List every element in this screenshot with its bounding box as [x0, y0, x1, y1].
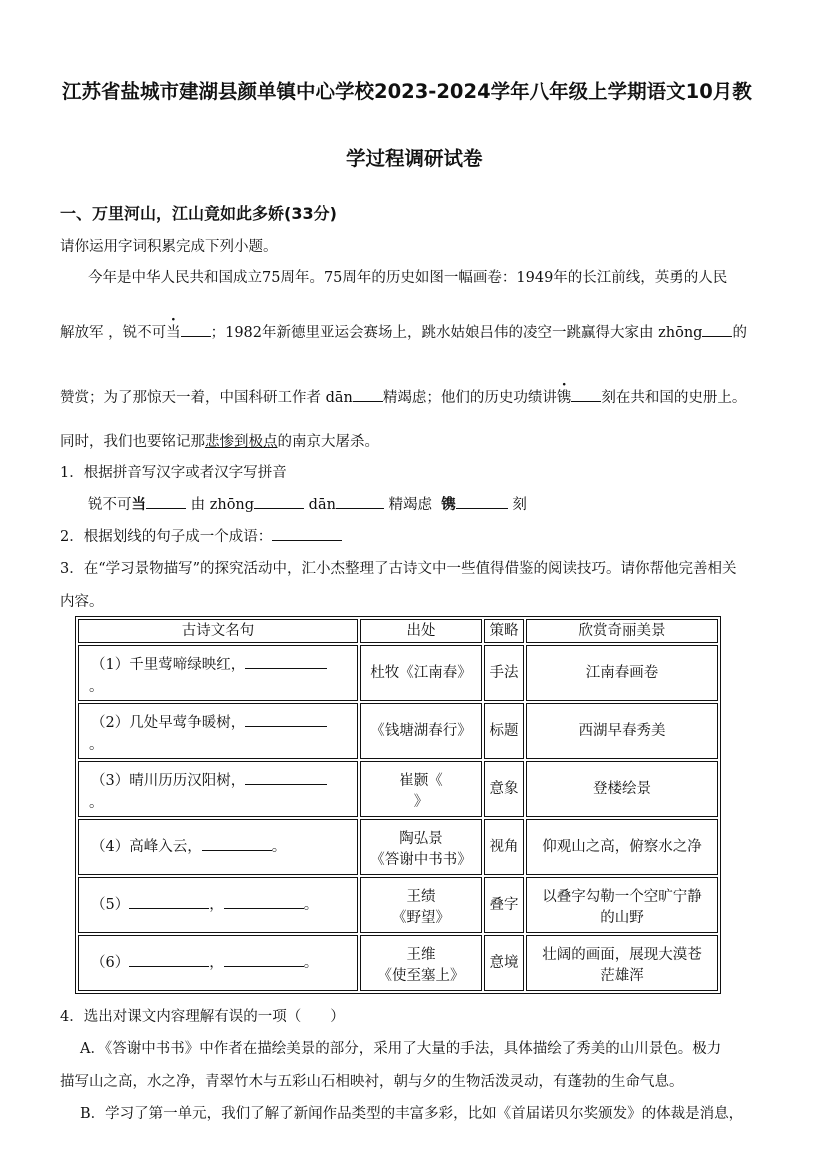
- source-cell: 王维 《使至塞上》: [360, 935, 482, 991]
- blank: [702, 322, 732, 337]
- table-header: 欣赏奇丽美景: [526, 619, 718, 643]
- strategy-cell: 标题: [484, 703, 524, 759]
- strategy-cell: 叠字: [484, 877, 524, 933]
- dotted-char: 当: [166, 325, 181, 341]
- q1-char: 当: [131, 496, 146, 513]
- title-line-1: 江苏省盐城市建湖县颜单镇中心学校2023-2024学年八年级上学期语文10月教: [62, 80, 752, 103]
- passage-text: 精竭虑；他们的历史功绩讲: [382, 390, 557, 406]
- answer-blank[interactable]: [202, 836, 272, 851]
- q1-text: 锐不可: [88, 497, 132, 513]
- passage-line-3: [60, 386, 746, 407]
- passage-text: 同时，我们也要铭记那: [60, 434, 205, 450]
- blank: [353, 387, 383, 402]
- table-row: [78, 935, 718, 991]
- poem-cell: （1）千里莺啼绿映红， 。: [78, 645, 358, 701]
- title-line-2: 学过程调研试卷: [346, 147, 483, 170]
- passage-text: 解放军 ，锐不可: [60, 325, 167, 341]
- answer-blank[interactable]: [336, 494, 384, 509]
- blank: [181, 322, 211, 337]
- answer-blank[interactable]: [456, 494, 508, 509]
- table-row: [78, 761, 718, 817]
- passage-text: 刻在共和国的史册上。: [601, 390, 747, 406]
- q3-stem-line-1: 3．在“学习景物描写”的探究活动中，汇小杰整理了古诗文中一些值得借鉴的阅读技巧。请你帮他完善相关: [60, 561, 737, 577]
- source-cell: 《钱塘湖春行》: [360, 703, 482, 759]
- passage-text: 赞赏；为了那惊天一着，中国科研工作者 dān: [60, 390, 353, 406]
- q1-text: 刻: [512, 497, 527, 513]
- answer-blank[interactable]: [146, 494, 186, 509]
- source-cell: 崔颢《 》: [360, 761, 482, 817]
- passage-text: ；1982年新德里亚运会赛场上，跳水姑娘吕伟的凌空一跳赢得大家由 zhōng: [210, 325, 703, 341]
- poem-cell: （3）晴川历历汉阳树， 。: [78, 761, 358, 817]
- q4-option-a-line-2: 描写山之高，水之净，青翠竹木与五彩山石相映衬，朝与夕的生物活泼灵动，有蓬勃的生命气息。: [60, 1074, 684, 1090]
- answer-blank[interactable]: [272, 526, 342, 541]
- strategy-cell: 意象: [484, 761, 524, 817]
- intro-text: 请你运用字词积累完成下列小题。: [60, 239, 278, 255]
- q4-option-a-line-1: A．《答谢中书书》中作者在描绘美景的部分，采用了大量的手法，具体描绘了秀美的山川景色。极力: [80, 1041, 722, 1057]
- passage-text: 的: [732, 325, 747, 341]
- answer-blank[interactable]: [224, 952, 304, 967]
- poetry-table: [75, 616, 721, 994]
- q1-text: 由 zhōng: [190, 497, 255, 513]
- q2-stem: 2．根据划线的句子成一个成语：: [60, 529, 273, 545]
- answer-blank[interactable]: [245, 770, 327, 785]
- blank: [571, 387, 601, 402]
- passage-line-1: 今年是中华人民共和国成立75周年。75周年的历史如图一幅画卷：1949年的长江前线，英勇的人民: [88, 270, 728, 286]
- q4-option-b-line-1: B．学习了第一单元，我们了解了新闻作品类型的丰富多彩，比如《首届诺贝尔奖颁发》的体裁是消息，: [80, 1106, 744, 1122]
- beauty-cell: 江南春画卷: [526, 645, 718, 701]
- beauty-cell: 仰观山之高，俯察水之净: [526, 819, 718, 875]
- poem-cell: （4）高峰入云， 。: [78, 819, 358, 875]
- answer-blank[interactable]: [129, 952, 209, 967]
- table-row: [78, 819, 718, 875]
- strategy-cell: 视角: [484, 819, 524, 875]
- underlined-phrase: 悲惨到极点: [205, 434, 278, 450]
- source-cell: 陶弘景 《答谢中书书》: [360, 819, 482, 875]
- beauty-cell: 以叠字勾勒一个空旷宁静 的山野: [526, 877, 718, 933]
- q2: [60, 525, 342, 546]
- passage-text: 的南京大屠杀。: [277, 434, 379, 450]
- table-row: [78, 877, 718, 933]
- source-cell: 杜牧《江南春》: [360, 645, 482, 701]
- table-row: [78, 703, 718, 759]
- poem-cell: （2）几处早莺争暖树， 。: [78, 703, 358, 759]
- table-header: 策略: [484, 619, 524, 643]
- table-row: [78, 645, 718, 701]
- q3-stem-line-2: 内容。: [60, 594, 104, 610]
- answer-blank[interactable]: [224, 894, 304, 909]
- passage-line-2: [60, 321, 747, 342]
- q1-text: 精竭虑: [388, 497, 433, 513]
- poem-cell: （5） ， 。: [78, 877, 358, 933]
- section-heading: 一、万里河山，江山竟如此多娇(33分): [60, 204, 337, 223]
- q1-text: dān: [308, 497, 336, 513]
- strategy-cell: 手法: [484, 645, 524, 701]
- q4-stem: 4．选出对课文内容理解有误的一项（ ）: [60, 1009, 345, 1025]
- passage-line-4: [60, 430, 379, 451]
- beauty-cell: 登楼绘景: [526, 761, 718, 817]
- strategy-cell: 意境: [484, 935, 524, 991]
- table-header: 古诗文名句: [78, 619, 358, 643]
- answer-blank[interactable]: [245, 654, 327, 669]
- table-header: 出处: [360, 619, 482, 643]
- answer-blank[interactable]: [245, 712, 327, 727]
- dotted-char: 镌: [556, 390, 572, 406]
- q1-char: 镌: [441, 496, 456, 513]
- q1-stem: 1．根据拼音写汉字或者汉字写拼音: [60, 465, 287, 481]
- source-cell: 王绩 《野望》: [360, 877, 482, 933]
- table-header-row: [78, 619, 718, 643]
- beauty-cell: 壮阔的画面，展现大漠苍 茫雄浑: [526, 935, 718, 991]
- answer-blank[interactable]: [129, 894, 209, 909]
- q1-answers: [88, 493, 527, 514]
- answer-blank[interactable]: [254, 494, 304, 509]
- poem-cell: （6） ， 。: [78, 935, 358, 991]
- beauty-cell: 西湖早春秀美: [526, 703, 718, 759]
